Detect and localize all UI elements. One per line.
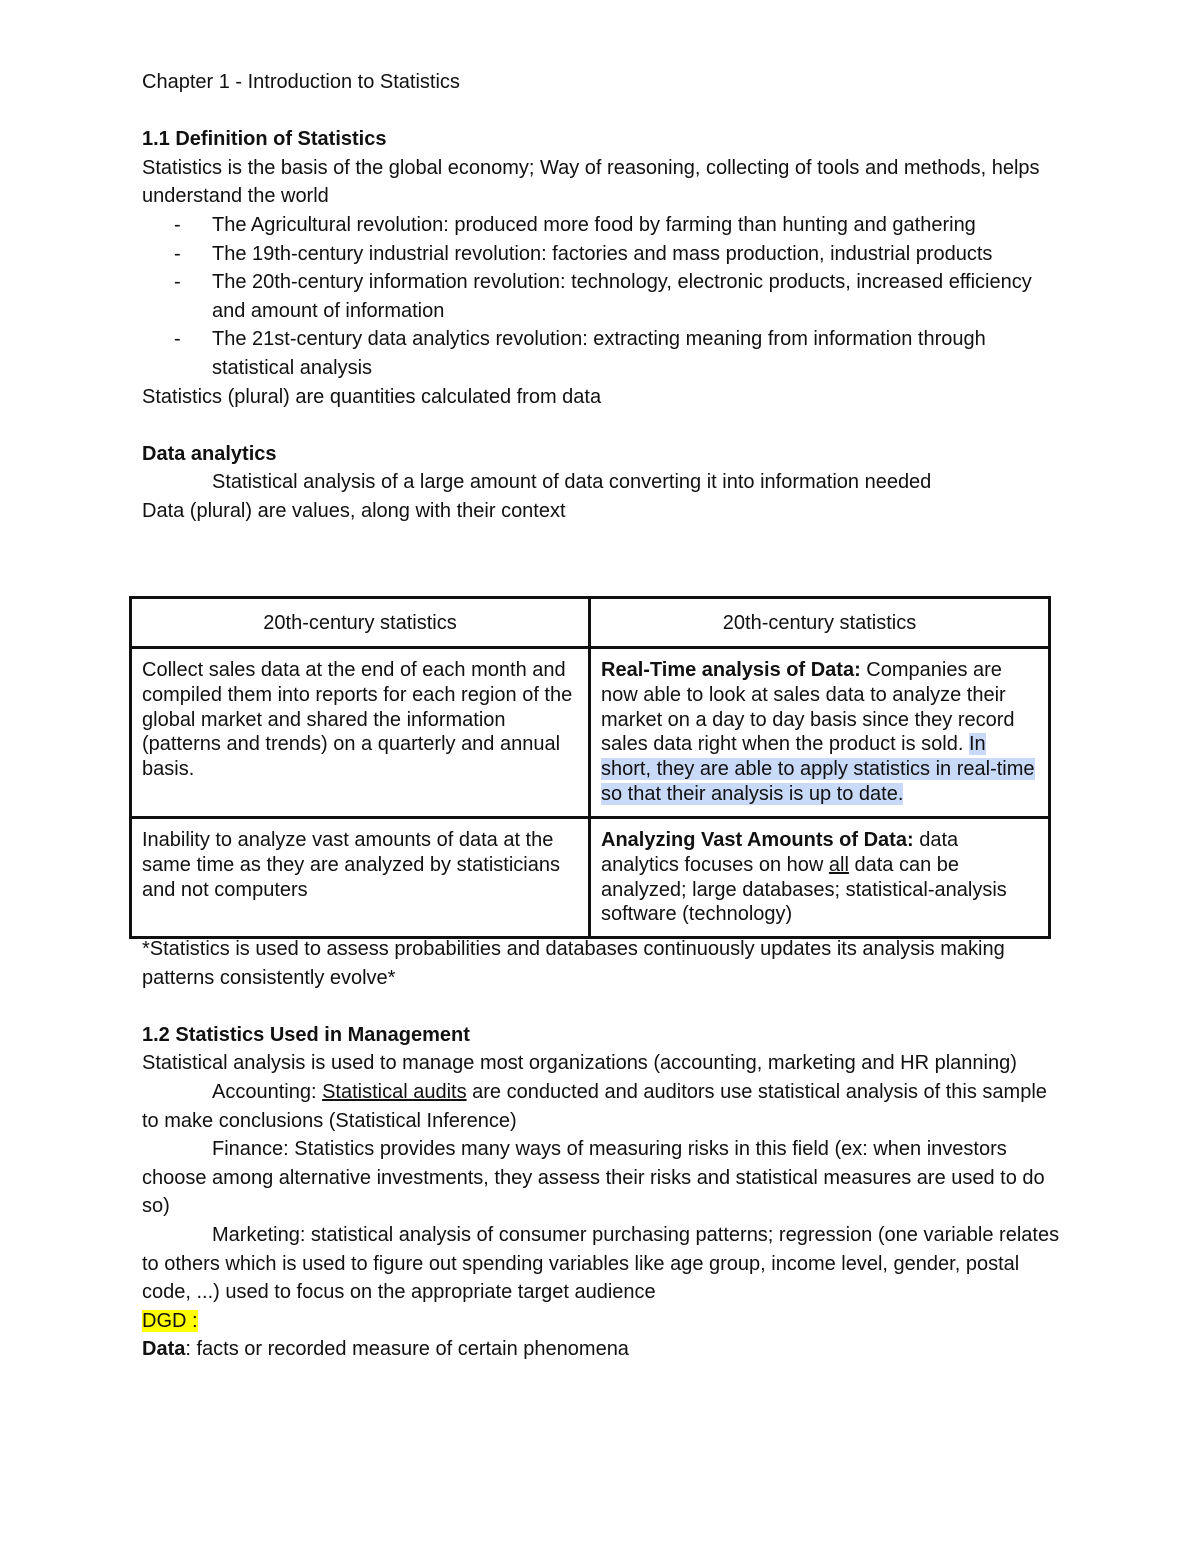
cell-text: data can be analyzed; large databases; statistical-analysis software (technology) [601,853,1007,926]
data-analytics-heading: Data analytics [142,442,277,465]
dgd-line [142,1307,1062,1336]
list-item: - The 21st-century data analytics revolution: extracting meaning from information through statistical analysis [174,328,986,379]
list-item-text: The 20th-century information revolution: technology, electronic products, increased efficiency and amount of information [212,271,1032,322]
table-header-row [131,598,1050,648]
data-definition [142,1335,1062,1364]
list-item-text: The Agricultural revolution: produced more food by farming than hunting and gathering [212,213,976,236]
section-2-intro: Statistical analysis is used to manage most organizations (accounting, marketing and HR planning) [142,1052,1017,1075]
list-item: - The 19th-century industrial revolution: factories and mass production, industrial products [174,242,993,265]
table-header-right: 20th-century statistics [590,598,1050,648]
comparison-table [129,596,1051,939]
document-page [142,68,1062,526]
table-row [131,818,1050,938]
accounting-text: are conducted and auditors use statistical analysis of this sample to make conclusions (Statistical Inference) [142,1080,1047,1132]
finance-paragraph: Finance: Statistics provides many ways of measuring risks in this field (ex: when investors choose among alternative investments, they assess their risks and statistical measures are used to do so) [142,1138,1045,1218]
accounting-label: Accounting: [212,1080,323,1103]
data-analytics-definition: Statistical analysis of a large amount of data converting it into information needed [212,471,932,494]
list-item-text: The 19th-century industrial revolution: factories and mass production, industrial products [212,242,993,265]
table-cell: Collect sales data at the end of each month and compiled them into reports for each region of the global market and shared the information (patterns and trends) on a quarterly and annual basis. [131,648,590,818]
table-row [131,648,1050,818]
cell-text: Companies are now able to look at sales data to analyze their market on a day to day basis since they record sales data right when the product is sold. [601,659,1015,756]
data-definition-text: : facts or recorded measure of certain phenomena [185,1338,629,1361]
section-1-intro: Statistics is the basis of the global economy; Way of reasoning, collecting of tools and methods, helps understand the world [142,156,1040,208]
list-item: - The Agricultural revolution: produced more food by farming than hunting and gathering [174,213,976,236]
cell-term: Real-Time analysis of Data: [601,659,861,681]
document-lower-section [142,935,1062,1364]
data-plural-note: Data (plural) are values, along with their context [142,499,566,522]
cell-text: data analytics focuses on how [601,829,959,876]
cell-term: Analyzing Vast Amounts of Data: [601,829,914,851]
revolution-list [142,211,1062,383]
table-header-left: 20th-century statistics [131,598,590,648]
section-1-heading: 1.1 Definition of Statistics [142,128,387,151]
list-item: - The 20th-century information revolution: technology, electronic products, increased efficiency and amount of information [174,271,1032,322]
underlined-text: all [828,853,849,876]
statistics-plural-note: Statistics (plural) are quantities calculated from data [142,385,602,408]
marketing-paragraph: Marketing: statistical analysis of consumer purchasing patterns; regression (one variable relates to others which is used to figure out spending variables like age group, income level, gender, postal code, ...) used to focus on the appropriate target audience [142,1223,1060,1304]
table-cell: Inability to analyze vast amounts of data at the same time as they are analyzed by statisticians and not computers [131,818,590,938]
table-cell [590,648,1050,818]
section-2-heading: 1.2 Statistics Used in Management [142,1023,470,1046]
underlined-text: Statistical audits [322,1080,467,1103]
list-item-text: The 21st-century data analytics revolution: extracting meaning from information through statistical analysis [212,328,986,379]
highlighted-text: In short, they are able to apply statistics in real-time so that their analysis is up to date. [601,733,1035,805]
document-title: Chapter 1 - Introduction to Statistics [142,71,460,93]
accounting-paragraph [142,1078,1062,1135]
table-cell [590,818,1050,938]
data-term: Data [142,1338,186,1361]
dgd-label: DGD : [142,1309,198,1332]
table-note: *Statistics is used to assess probabilities and databases continuously updates its analysis making patterns consistently evolve* [142,938,1005,989]
